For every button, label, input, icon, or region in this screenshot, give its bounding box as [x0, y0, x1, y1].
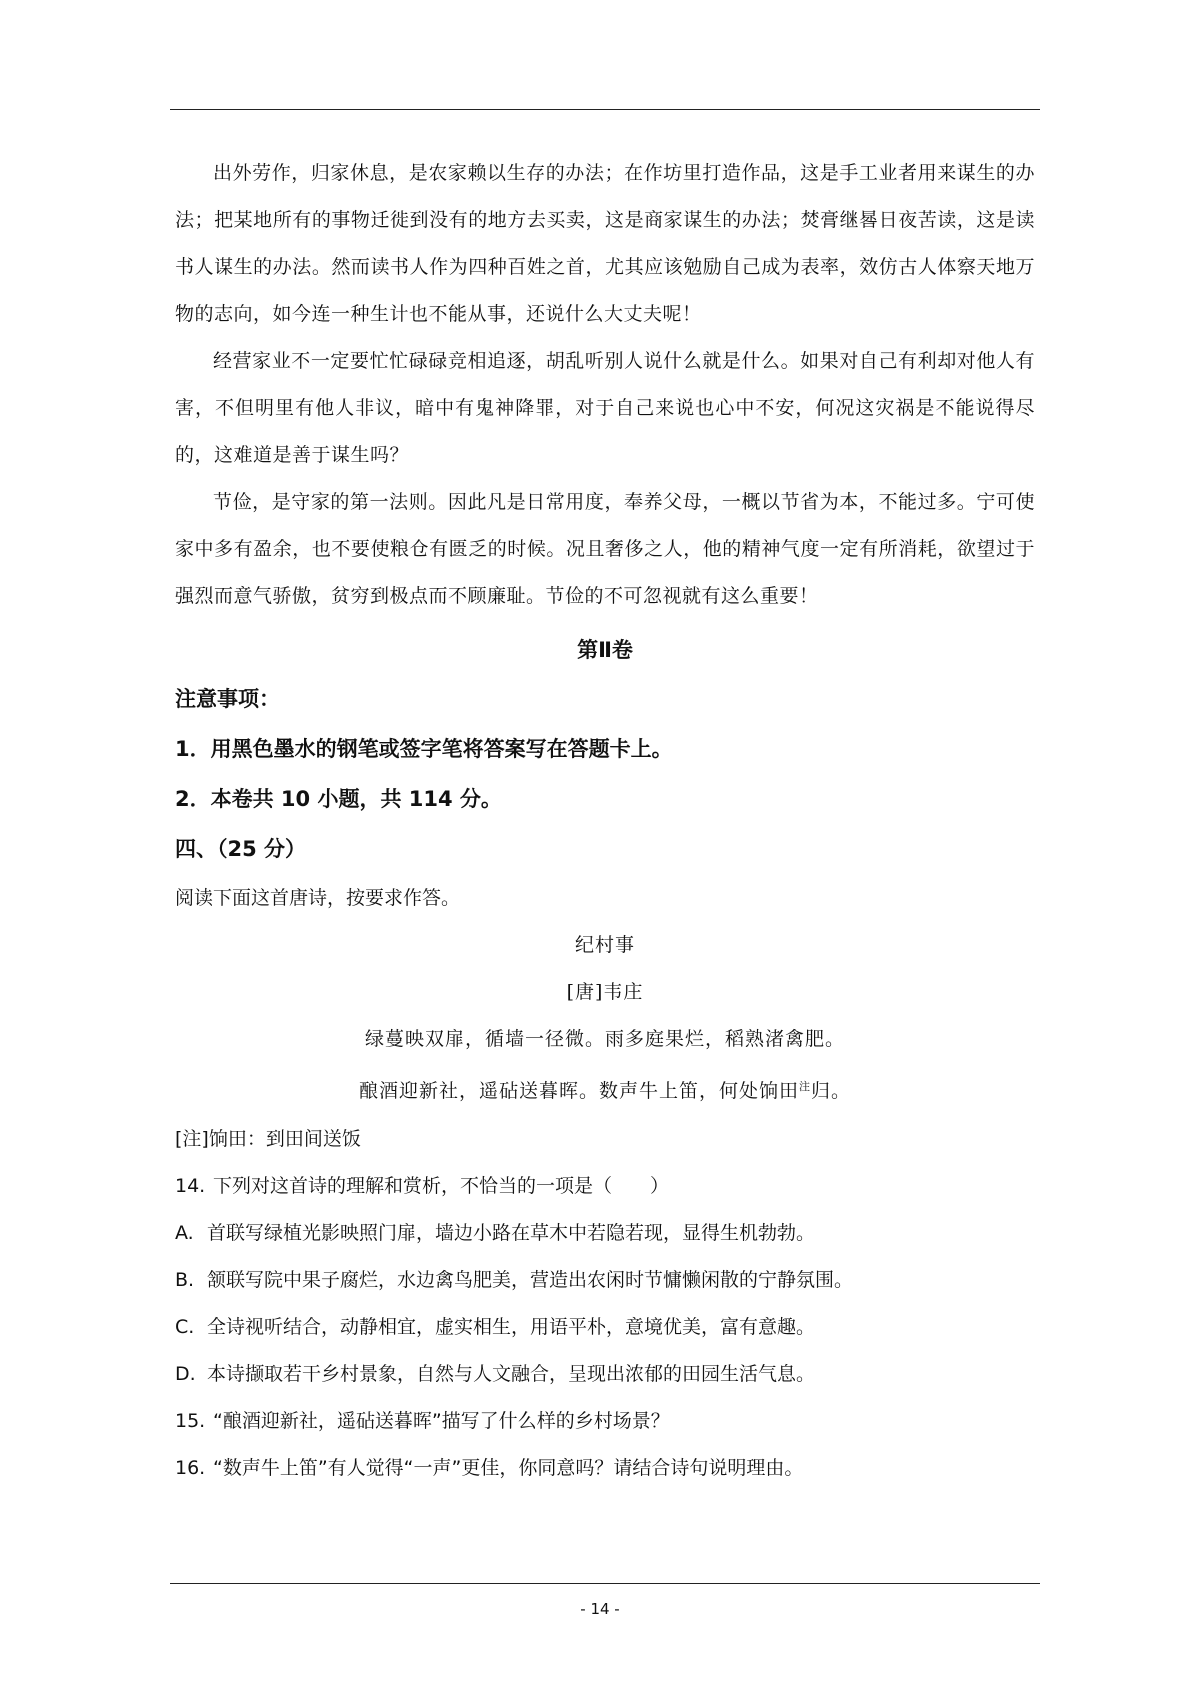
- section-title: 第Ⅱ卷: [577, 638, 633, 662]
- paragraph-1: 出外劳作，归家休息，是农家赖以生存的办法；在作坊里打造作品，这是手工业者用来谋生的办法；把某地所有的事物迁徙到没有的地方去买卖，这是商家谋生的办法；焚膏继晷日夜苦读，这是读书人谋生的办法。然而读书人作为四种百姓之首，尤其应该勉励自己成为表率，效仿古人体察天地万物的志向，如今连一种生计也不能从事，还说什么大丈夫呢！: [175, 162, 1035, 325]
- question-15-text: “酿酒迎新社，遥砧送暮晖”描写了什么样的乡村场景？: [213, 1410, 670, 1432]
- poem-line-2: [175, 1063, 1035, 1115]
- poem-line-2-before: 酿酒迎新社，遥砧送暮晖。数声牛上笛，何处饷田: [358, 1080, 799, 1102]
- question-16-text: “数声牛上笛”有人觉得“一声”更佳，你同意吗？请结合诗句说明理由。: [213, 1457, 804, 1479]
- question-15: [175, 1398, 1035, 1445]
- poem-author: [唐]韦庄: [566, 981, 644, 1003]
- page-number: - 14 -: [580, 1600, 620, 1618]
- option-b-key: B.: [175, 1269, 195, 1291]
- page-content: [175, 150, 1035, 1492]
- paragraph-3: 节俭，是守家的第一法则。因此凡是日常用度，奉养父母，一概以节省为本，不能过多。宁可使家中多有盈余，也不要使粮仓有匮乏的时候。况且奢侈之人，他的精神气度一定有所消耗，欲望过于强烈而意气骄傲，贫穷到极点而不顾廉耻。节俭的不可忽视就有这么重要！: [175, 491, 1035, 607]
- option-a-key: A.: [175, 1222, 194, 1244]
- option-b: [175, 1257, 1035, 1304]
- option-c-key: C.: [175, 1316, 195, 1338]
- question-16: [175, 1445, 1035, 1492]
- question-16-number: 16.: [175, 1457, 206, 1479]
- footer-rule: [170, 1583, 1040, 1584]
- option-d: [175, 1351, 1035, 1398]
- option-b-text: 颔联写院中果子腐烂，水边禽鸟肥美，营造出农闲时节慵懒闲散的宁静氛围。: [207, 1269, 854, 1291]
- header-rule: [170, 109, 1040, 110]
- instruction: 阅读下面这首唐诗，按要求作答。: [175, 887, 461, 909]
- notice-item-2: 2．本卷共 10 小题，共 114 分。: [175, 787, 502, 811]
- notice-item-1: 1．用黑色墨水的钢笔或签字笔将答案写在答题卡上。: [175, 737, 673, 761]
- annotation: [注]饷田：到田间送饭: [175, 1128, 361, 1150]
- option-a-text: 首联写绿植光影映照门扉，墙边小路在草木中若隐若现，显得生机勃勃。: [207, 1222, 816, 1244]
- question-14-text: 下列对这首诗的理解和赏析，不恰当的一项是（ ）: [213, 1175, 670, 1197]
- part-heading: 四、（25 分）: [175, 837, 307, 861]
- notice-heading: 注意事项：: [175, 687, 280, 711]
- paragraph-2: 经营家业不一定要忙忙碌碌竞相追逐，胡乱听别人说什么就是什么。如果对自己有利却对他人有害，不但明里有他人非议，暗中有鬼神降罪，对于自己来说也心中不安，何况这灾祸是不能说得尽的，这难道是善于谋生吗？: [175, 350, 1035, 466]
- option-a: [175, 1210, 1035, 1257]
- poem-title: 纪村事: [574, 934, 635, 956]
- question-15-number: 15.: [175, 1410, 206, 1432]
- option-c-text: 全诗视听结合，动静相宜，虚实相生，用语平朴，意境优美，富有意趣。: [207, 1316, 816, 1338]
- poem-line-1: 绿蔓映双扉，循墙一径微。雨多庭果烂，稻熟渚禽肥。: [364, 1028, 845, 1050]
- poem-line-2-after: 归。: [811, 1080, 852, 1102]
- question-14-number: 14.: [175, 1175, 206, 1197]
- footnote-marker: 注: [799, 1080, 811, 1093]
- option-c: [175, 1304, 1035, 1351]
- option-d-key: D.: [175, 1363, 196, 1385]
- option-d-text: 本诗撷取若干乡村景象，自然与人文融合，呈现出浓郁的田园生活气息。: [207, 1363, 816, 1385]
- question-14: [175, 1163, 1035, 1210]
